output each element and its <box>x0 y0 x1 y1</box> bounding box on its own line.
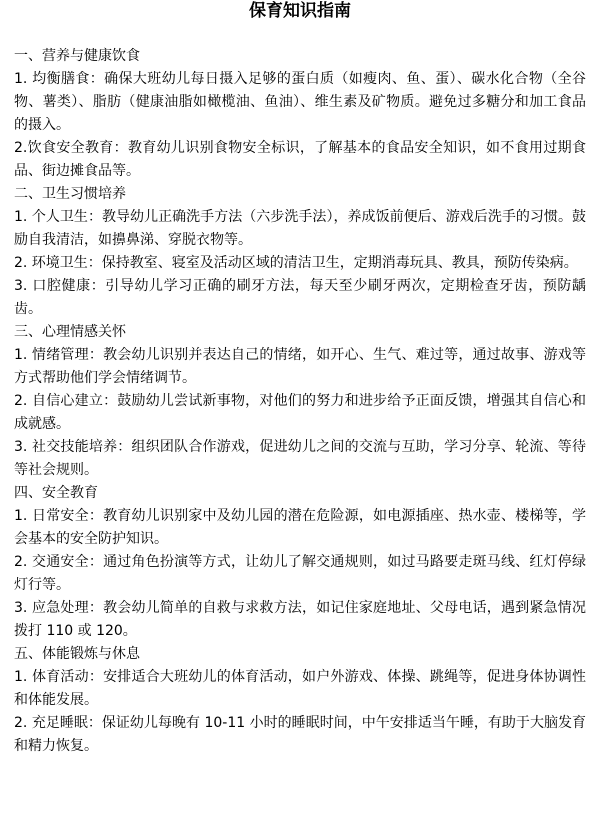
section-heading: 三、心理情感关怀 <box>14 324 126 340</box>
list-item: 2.饮食安全教育：教育幼儿识别食物安全标识，了解基本的食品安全知识，如不食用过期食品、街边摊食品等。 <box>14 140 586 179</box>
section-emotional-care <box>14 321 586 482</box>
list-item: 2. 环境卫生：保持教室、寝室及活动区域的清洁卫生，定期消毒玩具、教具，预防传染病。 <box>14 255 578 271</box>
section-heading: 五、体能锻炼与休息 <box>14 646 140 662</box>
list-item: 1. 日常安全：教育幼儿识别家中及幼儿园的潜在危险源，如电源插座、热水壶、楼梯等，学会基本的安全防护知识。 <box>14 508 586 547</box>
section-heading: 一、营养与健康饮食 <box>14 48 140 64</box>
list-item: 2. 自信心建立：鼓励幼儿尝试新事物，对他们的努力和进步给予正面反馈，增强其自信心和成就感。 <box>14 393 586 432</box>
list-item: 3. 社交技能培养：组织团队合作游戏，促进幼儿之间的交流与互助，学习分享、轮流、等待等社会规则。 <box>14 439 586 478</box>
section-nutrition <box>14 45 586 183</box>
list-item: 3. 口腔健康：引导幼儿学习正确的刷牙方法，每天至少刷牙两次，定期检查牙齿，预防龋齿。 <box>14 278 586 317</box>
list-item: 1. 个人卫生：教导幼儿正确洗手方法（六步洗手法），养成饭前便后、游戏后洗手的习惯。鼓励自我清洁，如擤鼻涕、穿脱衣物等。 <box>14 209 586 248</box>
title-spacer <box>14 22 586 45</box>
page-title: 保育知识指南 <box>249 1 351 21</box>
list-item: 1. 体育活动：安排适合大班幼儿的体育活动，如户外游戏、体操、跳绳等，促进身体协调性和体能发展。 <box>14 669 586 708</box>
section-hygiene <box>14 183 586 321</box>
section-exercise-rest <box>14 643 586 758</box>
section-heading: 四、安全教育 <box>14 485 98 501</box>
list-item: 1. 均衡膳食：确保大班幼儿每日摄入足够的蛋白质（如瘦肉、鱼、蛋）、碳水化合物（全谷物、薯类）、脂肪（健康油脂如橄榄油、鱼油）、维生素及矿物质。避免过多糖分和加工食品的摄入。 <box>14 71 586 133</box>
list-item: 2. 交通安全：通过角色扮演等方式，让幼儿了解交通规则，如过马路要走斑马线、红灯停绿灯行等。 <box>14 554 586 593</box>
list-item: 3. 应急处理：教会幼儿简单的自救与求救方法，如记住家庭地址、父母电话，遇到紧急情况拨打 110 或 120。 <box>14 600 586 639</box>
section-heading: 二、卫生习惯培养 <box>14 186 126 202</box>
section-safety <box>14 482 586 643</box>
list-item: 2. 充足睡眠：保证幼儿每晚有 10-11 小时的睡眠时间，中午安排适当午睡，有助于大脑发育和精力恢复。 <box>14 715 586 754</box>
list-item: 1. 情绪管理：教会幼儿识别并表达自己的情绪，如开心、生气、难过等，通过故事、游戏等方式帮助他们学会情绪调节。 <box>14 347 586 386</box>
